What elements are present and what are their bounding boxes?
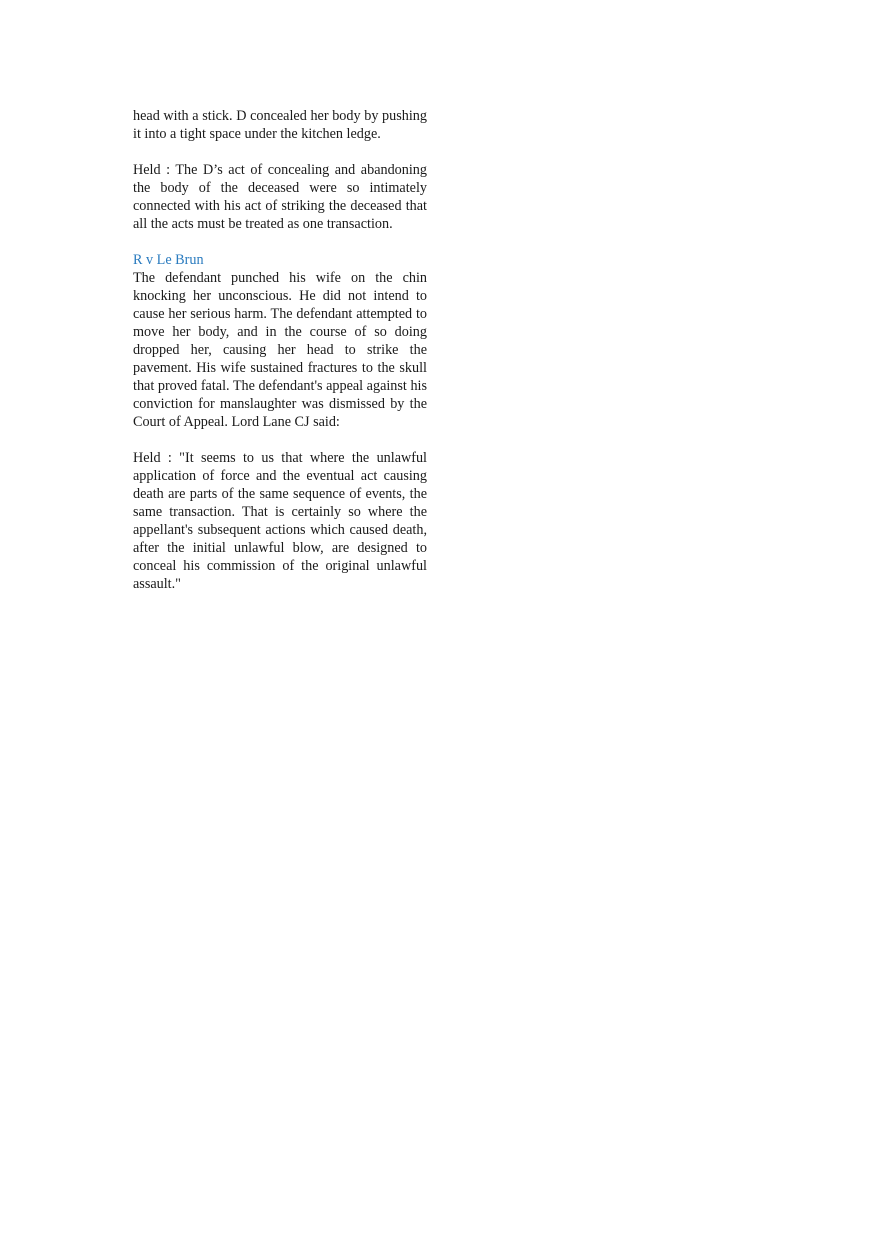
case-heading-r-v-le-brun: R v Le Brun [133, 252, 204, 268]
paragraph-spacer [133, 143, 427, 161]
paragraph-held-transaction: Held : The D’s act of concealing and abandoning the body of the deceased were so intimately connected with his act of striking the deceased that all the acts must be treated as one transaction. [133, 162, 427, 232]
document-page [133, 107, 427, 593]
paragraph-spacer [133, 431, 427, 449]
paragraph-spacer [133, 233, 427, 251]
paragraph-held-quote: Held : "It seems to us that where the unlawful application of force and the eventual act causing death are parts of the same sequence of events, the same transaction. That is certainly so where the appellant's subsequent actions which caused death, after the initial unlawful blow, are designed to conceal his commission of the original unlawful assault." [133, 450, 427, 592]
paragraph-le-brun-facts: The defendant punched his wife on the chin knocking her unconscious. He did not intend to cause her serious harm. The defendant attempted to move her body, and in the course of so doing dropped her, causing her head to strike the pavement. His wife sustained fractures to the skull that proved fatal. The defendant's appeal against his conviction for manslaughter was dismissed by the Court of Appeal. Lord Lane CJ said: [133, 270, 427, 430]
paragraph-concealment-facts: head with a stick. D concealed her body by pushing it into a tight space under the kitchen ledge. [133, 108, 427, 142]
